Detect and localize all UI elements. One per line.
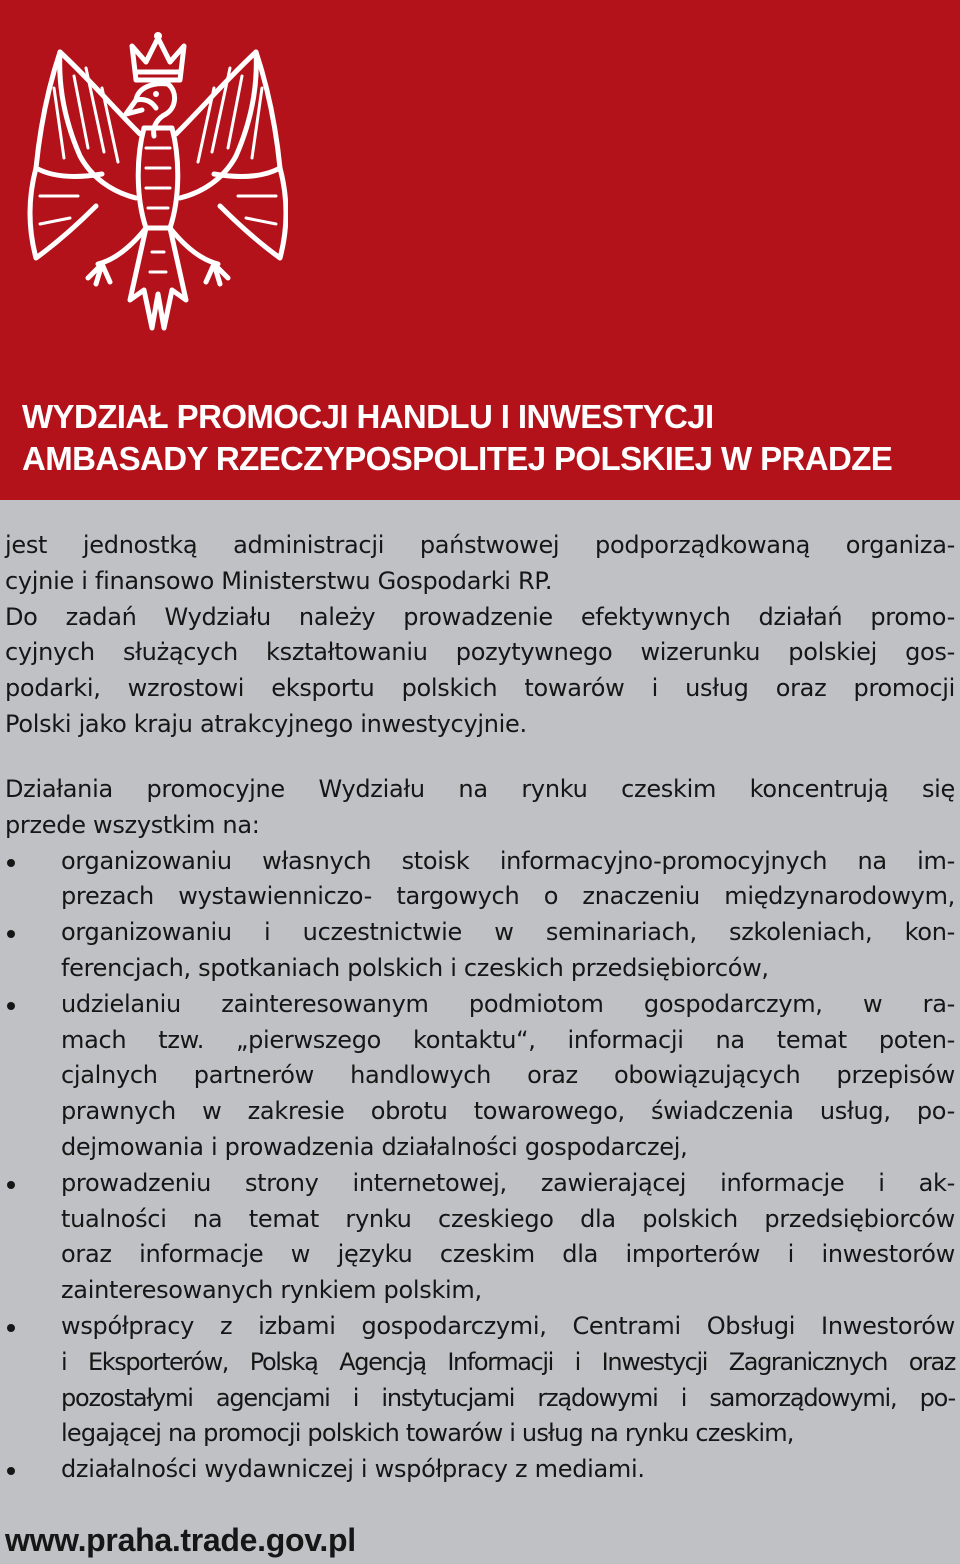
bullet-icon — [7, 930, 15, 938]
list-item-line: współpracy z izbami gospodarczymi, Centrami Obsługi Inwestorów — [61, 1311, 955, 1340]
list-item — [5, 1166, 955, 1309]
list-item-line: organizowaniu własnych stoisk informacyjno-promocyjnych na im- — [61, 846, 955, 875]
list-item — [5, 1309, 955, 1452]
list-item — [5, 1452, 955, 1488]
header-banner — [0, 0, 960, 500]
intro-line: Polski jako kraju atrakcyjnego inwestycyjnie. — [5, 709, 527, 738]
activities-intro-line: przede wszystkim na: — [5, 810, 260, 839]
polish-eagle-emblem — [18, 28, 288, 340]
list-item-line: cjalnych partnerów handlowych oraz obowiązujących przepisów — [61, 1061, 955, 1090]
intro-line: cyjnie i finansowo Ministerstwu Gospodarki RP. — [5, 566, 553, 595]
intro-line: cyjnych służących kształtowaniu pozytywnego wizerunku polskiej gos- — [5, 638, 955, 667]
intro-paragraph — [5, 528, 955, 743]
list-item-line: zainteresowanych rynkiem polskim, — [61, 1276, 482, 1305]
list-item-line: pozostałymi agencjami i instytucjami rządowymi i samorządowymi, po- — [61, 1383, 955, 1412]
bullet-icon — [7, 1181, 15, 1189]
bullet-icon — [7, 859, 15, 867]
list-item — [5, 987, 955, 1166]
list-item-line: prowadzeniu strony internetowej, zawierającej informacje i ak- — [61, 1168, 955, 1197]
list-item-line: organizowaniu i uczestnictwie w seminariach, szkoleniach, kon- — [61, 918, 955, 947]
intro-line: Do zadań Wydziału należy prowadzenie efektywnych działań promo- — [5, 602, 955, 631]
list-item-line: tualności na temat rynku czeskiego dla polskich przedsiębiorców — [61, 1204, 955, 1233]
list-item — [5, 915, 955, 987]
title-line: WYDZIAŁ PROMOCJI HANDLU I INWESTYCJI — [22, 398, 714, 435]
list-item — [5, 844, 955, 916]
title-line: AMBASADY RZECZYPOSPOLITEJ POLSKIEJ W PRADZE — [22, 440, 893, 477]
list-item-line: oraz informacje w języku czeskim dla importerów i inwestorów — [61, 1240, 955, 1269]
bullet-icon — [7, 1324, 15, 1332]
website-link[interactable]: www.praha.trade.gov.pl — [5, 1522, 356, 1558]
intro-line: podarki, wzrostowi eksportu polskich towarów i usług oraz promocji — [5, 674, 955, 703]
bullet-icon — [7, 1002, 15, 1010]
list-item-line: działalności wydawniczej i współpracy z mediami. — [61, 1455, 645, 1484]
list-item-line: i Eksporterów, Polską Agencją Informacji i Inwestycji Zagranicznych oraz — [61, 1347, 955, 1376]
page-title — [22, 396, 952, 480]
intro-line: jest jednostką administracji państwowej podporządkowaną organiza- — [5, 531, 955, 559]
list-item-line: legającej na promocji polskich towarów i usług na rynku czeskim, — [61, 1419, 794, 1448]
list-item-line: ferencjach, spotkaniach polskich i czeskich przedsiębiorców, — [61, 953, 769, 982]
list-item-line: prezach wystawienniczo- targowych o znaczeniu międzynarodowym, — [61, 882, 955, 911]
list-item-line: prawnych w zakresie obrotu towarowego, świadczenia usług, po- — [61, 1097, 955, 1126]
list-item-line: mach tzw. „pierwszego kontaktu“, informacji na temat poten- — [61, 1025, 955, 1054]
activities-list — [5, 844, 955, 1488]
activities-intro-line: Działania promocyjne Wydziału na rynku czeskim koncentrują się — [5, 775, 955, 803]
list-item-line: dejmowania i prowadzenia działalności gospodarczej, — [61, 1132, 688, 1161]
bullet-icon — [7, 1467, 15, 1475]
activities-section — [5, 772, 955, 1488]
list-item-line: udzielaniu zainteresowanym podmiotom gospodarczym, w ra- — [61, 989, 955, 1018]
